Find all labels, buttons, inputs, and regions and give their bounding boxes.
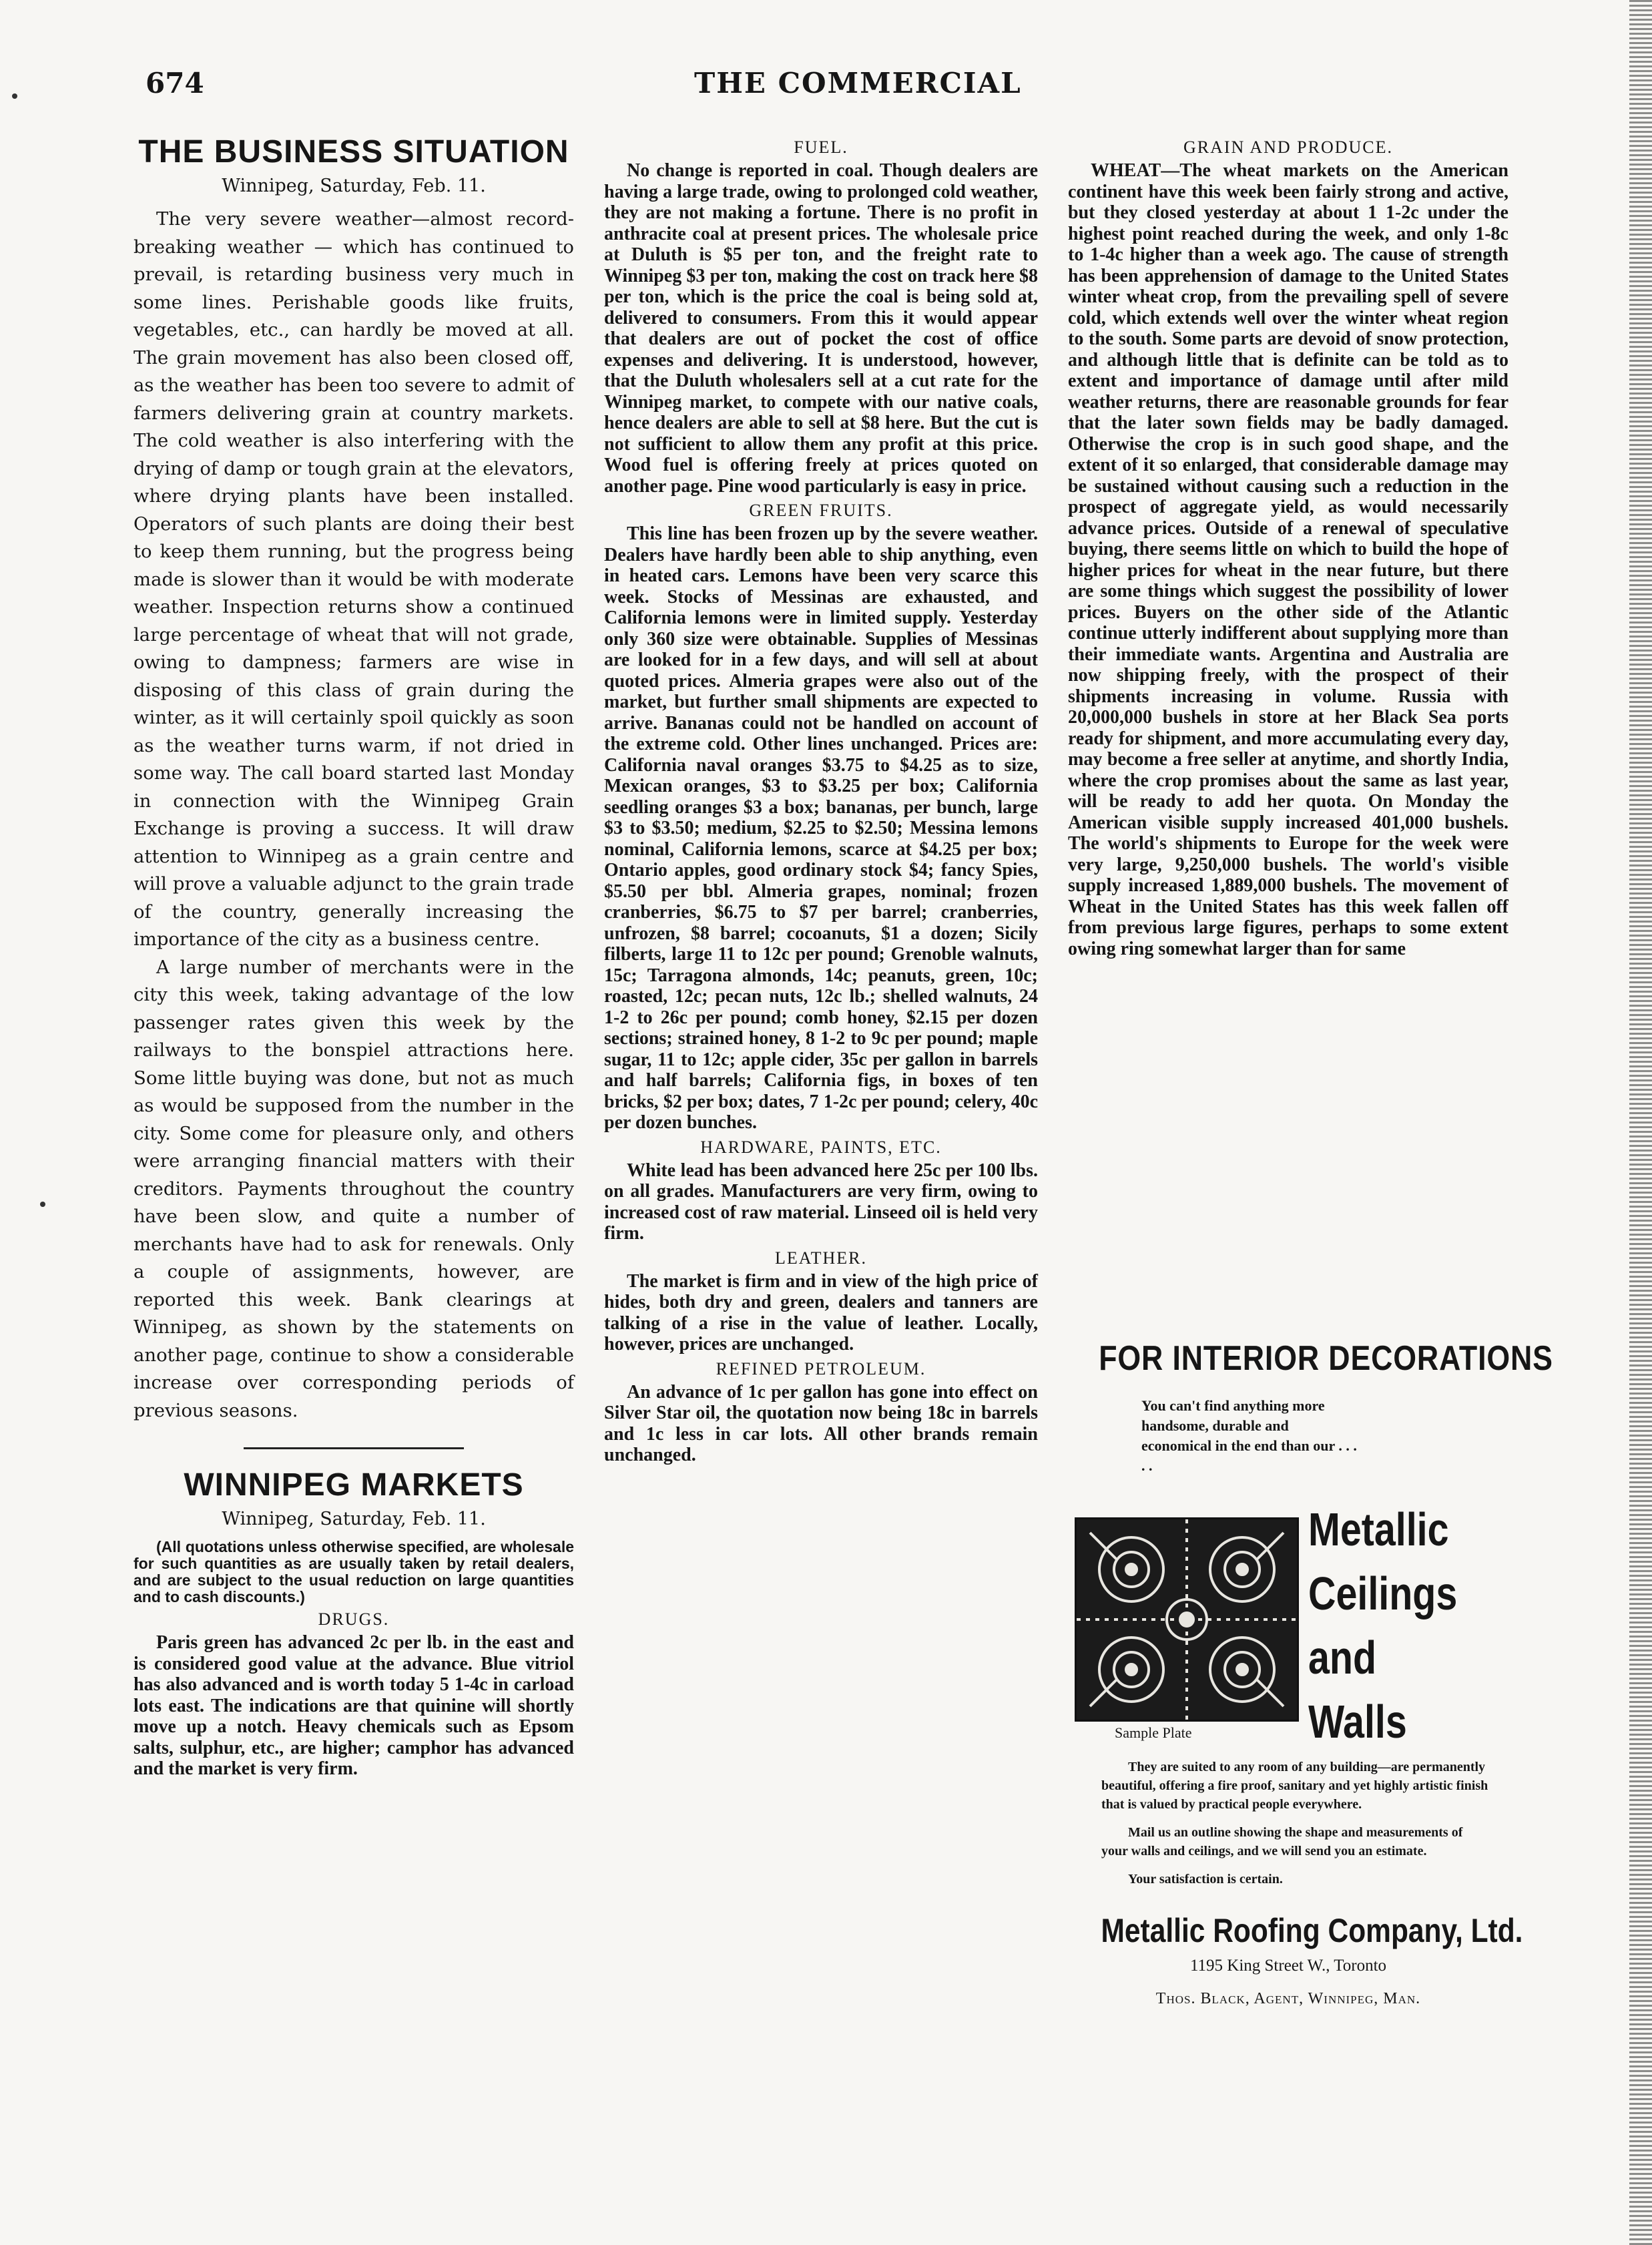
hardware-text: White lead has been advanced here 25c per 100 lbs. on all grades. Manufacturers are very firm, owing to increased cost of raw material. Linseed oil is held very firm. [604,1160,1038,1244]
product-line-1: Metallic [1308,1503,1449,1555]
product-line-3: and Walls [1308,1632,1407,1748]
ad-middle [1068,1491,1508,1751]
ad-agent: Thos. Black, Agent, Winnipeg, Man. [1155,1990,1421,2007]
plate-caption: Sample Plate [1115,1724,1192,1741]
fuel-heading: FUEL. [794,138,848,157]
petroleum-text: An advance of 1c per gallon has gone into effect on Silver Star oil, the quotation now being 18c in barrels and 1c less in car lots. All other brands remain unchanged. [604,1381,1038,1465]
column-1 [133,134,574,1780]
drugs-heading: DRUGS. [318,1609,390,1629]
page-number: 674 [146,67,204,99]
column-2 [604,134,1038,1466]
markets-dateline: Winnipeg, Saturday, Feb. 11. [222,1509,486,1529]
winnipeg-markets-heading: WINNIPEG MARKETS [184,1467,524,1503]
business-paragraph-1: The very severe weather—almost record-breaking weather — which has continued to prevail, is retarding business very much in some lines. Perishable goods like fruits, vegetables, etc., can hardly be moved at all. The grain movement has also been closed off, as the weather has been too severe to admit of farmers delivering grain at country markets. The cold weather is also interfering with the drying of damp or tough grain at the elevators, where drying plants have been installed. Operators of such plants are doing their best to keep them running, but the progress being made is slower than it would be with moderate weather. Inspection returns show a continued large percentage of wheat that will not grade, owing to dampness; farmers are wise in disposing of this class of grain during the winter, as it will certainly spoil quickly as soon as the weather turns warm, if not dried in some way. The call board started last Monday in connection with the Winnipeg Grain Exchange is proving a success. It will draw attention to Winnipeg as a grain centre and will prove a valuable adjunct to the grain trade of the country, generally increasing the importance of the city as a business centre. [133,208,574,950]
grain-heading: GRAIN AND PRODUCE. [1183,138,1394,157]
ornament-pattern-icon [1077,1519,1297,1720]
scan-speck [12,93,17,99]
quotations-notice: (All quotations unless otherwise specified, are wholesale for such quantities as are usually taken by retail dealers, and are subject to the usual reduction on large quantities and to cash discounts.) [133,1538,574,1605]
sample-plate-image [1075,1517,1299,1722]
ad-body-1: They are suited to any room of any building—are permanently beautiful, offering a fire proof, sanitary and yet highly artistic finish that is valued by practical people everywhere. [1101,1760,1488,1812]
ad-body-3: Your satisfaction is certain. [1128,1872,1283,1887]
section-divider [244,1447,464,1449]
ad-intro: You can't find anything more handsome, durable and economical in the end than our . . . . . [1141,1397,1357,1474]
metallic-ceilings-advertisement [1068,1338,1553,2106]
scan-speck [40,1202,45,1207]
ad-headline: FOR INTERIOR DECORATIONS [1099,1339,1553,1378]
product-line-2: Ceilings [1308,1567,1458,1619]
green-fruits-text: This line has been frozen up by the severe weather. Dealers have hardly been able to ship anything, even in heated cars. Lemons have been very scarce this week. Stocks of Messinas are exhausted, and California lemons were in limited supply. Yesterday only 360 size were obtainable. Supplies of Messinas are looked for in a few days, and will sell at about quoted prices. Almeria grapes were also out of the market, but further small shipments are expected to arrive. Bananas could not be handled on account of the extreme cold. Other lines unchanged. Prices are: California naval oranges $3.75 to $4.25 as to size, Mexican oranges, $3 to $3.25 per box; California seedling oranges $3 a box; bananas, per bunch, large $3 to $3.50; medium, $2.25 to $2.50; Messina lemons nominal, California lemons, scarce at $4.25 per box; Ontario apples, good ordinary stock $4; fancy Spies, $5.50 per bbl. Almeria grapes, nominal; frozen cranberries, $6.75 to $7 per barrel; cranberries, unfrozen, $8 barrel; cocoanuts, $1 a dozen; Sicily filberts, large 11 to 12c per pound; Grenoble walnuts, 15c; Tarragona almonds, 14c; peanuts, green, 10c; roasted, 12c; pecan nuts, 12c lb.; shelled walnuts, 24 1-2 to 26c per pound; comb honey, $2.15 per dozen sections; strained honey, 8 1-2 to 9c per pound; maple sugar, 11 to 12c; apple cider, 35c per gallon in barrels and half barrels; California figs, in boxes of ten bricks, $2 per box; dates, 7 1-2c per pound; celery, 40c per dozen bunches. [604,523,1038,1133]
ad-body [1101,1758,1488,1889]
page-header [0,67,1652,107]
hardware-heading: HARDWARE, PAINTS, ETC. [700,1137,942,1157]
ad-body-2: Mail us an outline showing the shape and measurements of your walls and ceilings, and we will send you an estimate. [1101,1825,1463,1858]
business-dateline: Winnipeg, Saturday, Feb. 11. [222,176,486,196]
fuel-text: No change is reported in coal. Though dealers are having a large trade, owing to prolonged cold weather, they are not making a fortune. There is no profit in anthracite coal at present prices. The wholesale price at Duluth is $5 per ton, and the freight rate to Winnipeg $3 per ton, making the cost on track here $8 per ton, which is the price the coal is being sold at, delivered to consumers. From this it would appear that dealers are out of pocket the cost of office expenses and delivering. It is understood, however, that the Duluth wholesalers sell at a cut rate for the Winnipeg market, to compete with our native coals, hence dealers are able to sell at $8 here. But the cut is not sufficient to allow them any profit at this price. Wood fuel is offering freely at prices quoted on another page. Pine wood particularly is easy in price. [604,160,1038,497]
drugs-text: Paris green has advanced 2c per lb. in the east and is considered good value at the advance. Blue vitriol has also advanced and is worth today 5 1-4c in carload lots east. The indications are that quinine will shortly move up a notch. Heavy chemicals such as Epsom salts, sulphur, etc., are higher; camphor has advanced and the market is very firm. [133,1632,574,1779]
column-3 [1068,134,1508,959]
ad-address: 1195 King Street W., Toronto [1189,1957,1387,1975]
publication-title: THE COMMERCIAL [694,67,1022,99]
grain-text: WHEAT—The wheat markets on the American continent have this week been fairly strong and active, but they closed yesterday at about 1 1-2c under the highest point reached during the week, and only 1-8c to 1-4c higher than a week ago. The cause of strength has been apprehension of damage to the United States winter wheat crop, from the prevailing spell of severe cold, which extends well over the winter wheat region to the south. Some parts are devoid of snow protection, and although little that is definite can be told as to extent and importance of damage until after mild weather returns, there are reasonable grounds for fear that the later sown fields may be badly damaged. Otherwise the crop is in such good shape, and the extent of it so enlarged, that considerable damage may be sustained without causing such a reduction in the prospect of aggregate yield, as would necessarily advance prices. Outside of a renewal of speculative buying, there seems little on which to build the hope of higher prices for wheat in the near future, but there are some things which suggest the possibility of lower prices. Buyers on the other side of the Atlantic continue utterly indifferent about supplying more than their immediate wants. Argentina and Australia are now shipping freely, with the prospect of their shipments increasing in volume. Russia with 20,000,000 bushels in store at her Black Sea ports ready for shipment, and more accumulating every day, may become a free seller at anytime, and shortly India, where the crop promises about the same as last year, will be ready to add her quota. On Monday the American visible supply increased 401,000 bushels. The world's shipments to Europe for the week were very large, 9,250,000 bushels. The world's visible supply increased 1,889,000 bushels. The movement of Wheat in the United States has this week fallen off from previous large figures, perhaps to some extent owing ring somewhat larger than for same [1068,160,1508,959]
business-paragraph-2: A large number of merchants were in the city this week, taking advantage of the low passenger rates given this week by the railways to the bonspiel attractions here. Some little buying was done, but not as much as would be supposed from the number in the city. Some come for pleasure only, and others were arranging financial matters with their creditors. Payments throughout the country have been slow, and quite a number of merchants have had to ask for renewals. Only a couple of assignments, however, are reported this week. Bank clearings at Winnipeg, as shown by the statements on another page, continue to show a considerable increase over corresponding periods of previous seasons. [133,956,574,1421]
ad-company-name: Metallic Roofing Company, Ltd. [1101,1912,1523,1949]
ad-product-name [1308,1497,1472,1754]
leather-text: The market is firm and in view of the high price of hides, both dry and green, dealers and tanners are talking of a rise in the value of leather. Locally, however, prices are unchanged. [604,1270,1038,1354]
leather-heading: LEATHER. [774,1248,868,1268]
business-situation-heading: THE BUSINESS SITUATION [138,134,569,170]
scan-edge [1629,0,1652,2245]
petroleum-heading: REFINED PETROLEUM. [716,1358,926,1379]
green-fruits-heading: GREEN FRUITS. [749,501,893,520]
